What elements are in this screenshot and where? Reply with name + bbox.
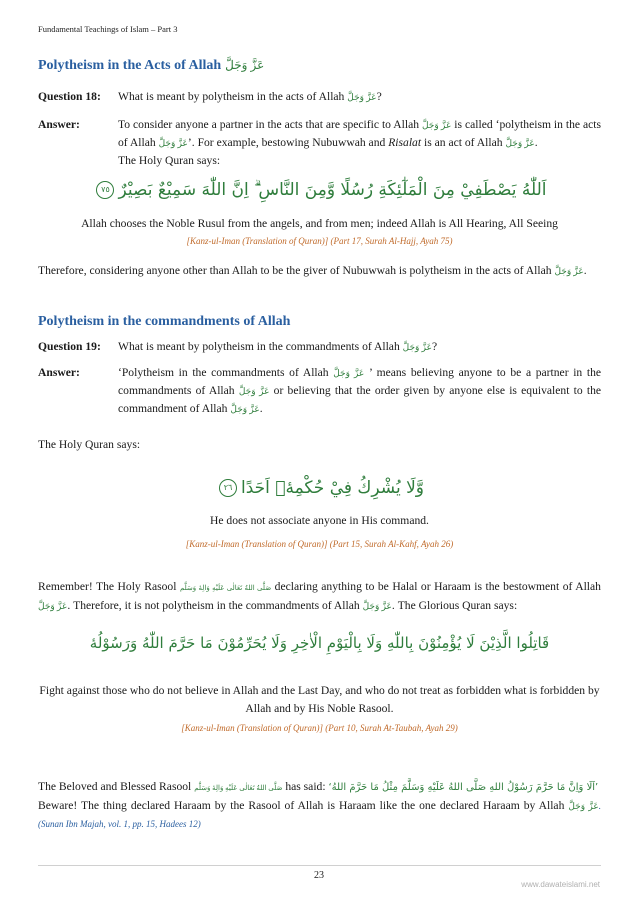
question-label: Question 18: — [38, 90, 101, 103]
salawat-glyph: صَلَّى اللهُ تَعَالٰى عَلَيْهِ وَالِهٔ وَسَلَّم — [179, 584, 272, 592]
azza-wajal-glyph: عَزَّ وَجَلَّ — [568, 801, 599, 811]
holy-quran-says: The Holy Quran says: — [38, 438, 141, 451]
question-label: Question 19: — [38, 340, 101, 353]
answer-end: . — [259, 402, 263, 415]
azza-wajal-glyph: عَزَّ وَجَلَّ — [158, 138, 188, 148]
holy-quran-says: The Holy Quran says: — [118, 154, 221, 167]
paragraph-text: Therefore, considering anyone other than Allah to be the giver of Nubuwwah is polytheism in the acts of Allah — [38, 264, 552, 277]
ayah-number-marker: ٧٥ — [96, 181, 114, 199]
hadith-arabic: ‘اَلَا وَاِنَّ مَا حَرَّمَ رَسُوْلُ اللهِ صَلَّى اللهُ عَلَيْهِ وَسَلَّمَ مِثْلُ مَا حَرَّمَ اللهُ’ — [328, 782, 599, 793]
page-number: 23 — [314, 870, 324, 881]
answer-18 — [38, 116, 601, 170]
risalat-term: Risalat — [388, 136, 422, 149]
answer-19 — [38, 364, 601, 418]
answer-text-2: ’ means believing anyone to be a partner in the commandments of Allah — [118, 366, 602, 397]
verse-arabic-text: وَّلَا يُشْرِكُ فِيْ حُكْمِهٖٔ اَحَدًا — [240, 478, 425, 498]
verse-translation: Allah chooses the Noble Rusul from the angels, and from men; indeed Allah is All Hearing, All Seeing — [81, 217, 558, 230]
footer-divider — [38, 865, 601, 866]
question-end: ? — [376, 90, 382, 103]
ayah-number-marker: ٢٦ — [219, 479, 237, 497]
verse-citation: [Kanz-ul-Iman (Translation of Quran)] (Part 10, Surah At-Taubah, Ayah 29) — [181, 723, 458, 733]
answer-label: Answer: — [38, 366, 80, 379]
azza-wajal-glyph: عَزَّ وَجَلَّ — [230, 404, 260, 414]
question-end: ? — [431, 340, 438, 353]
azza-wajal-glyph: عَزَّ وَجَلَّ — [238, 386, 270, 396]
azza-wajal-glyph: عَزَّ وَجَلَّ — [38, 601, 68, 611]
azza-wajal-glyph: عَزَّ وَجَلَّ — [333, 368, 365, 378]
verse-arabic-text: اَللّٰهُ يَصْطَفِيْ مِنَ الْمَلٰٓئِكَةِ رُسُلًا وَّمِنَ النَّاسِ ۗ اِنَّ اللّٰهَ سَمِيْعٌ بَصِيْرٌ — [118, 180, 547, 200]
answer-label: Answer: — [38, 118, 80, 131]
answer-text-1: ‘Polytheism in the commandments of Allah — [118, 366, 329, 379]
website-url: www.dawateislami.net — [521, 880, 600, 889]
answer-text-1: To consider anyone a partner in the acts that are specific to Allah — [118, 118, 420, 131]
verse-translation: Fight against those who do not believe in Allah and the Last Day, and who do not treat as forbidden what is forbidden by Allah and by His Noble Rasool. — [39, 684, 600, 715]
question-19 — [38, 338, 601, 356]
paragraph-nubuwwah — [38, 262, 601, 280]
quran-verse-kahf-26 — [38, 478, 601, 498]
section-title: Polytheism in the commandments of Allah — [38, 314, 291, 329]
verse-citation: [Kanz-ul-Iman (Translation of Quran)] (Part 15, Surah Al-Kahf, Ayah 26) — [185, 539, 454, 549]
quran-verse-hajj-75 — [38, 180, 601, 200]
hadith-citation: . (Sunan Ibn Majah, vol. 1, pp. 15, Hadees 12) — [38, 801, 601, 829]
paragraph-text-2: has said: — [285, 780, 326, 793]
paragraph-rasool-halal — [38, 578, 601, 615]
section-title: Polytheism in the Acts of Allah — [38, 58, 222, 73]
azza-wajal-glyph: عَزَّ وَجَلَّ — [421, 120, 452, 130]
question-18 — [38, 88, 601, 106]
answer-end: . — [534, 136, 538, 149]
azza-wajal-glyph: عَزَّ وَجَلَّ — [402, 342, 432, 352]
hadith-translation: Beware! The thing declared Haraam by the Rasool of Allah is Haraam like the one declared Haraam by Allah — [38, 799, 565, 812]
question-text: What is meant by polytheism in the acts of Allah — [118, 90, 345, 103]
quran-verse-taubah-29: قَاتِلُوا الَّذِيْنَ لَا يُؤْمِنُوْنَ بِاللّٰهِ وَلَا بِالْيَوْمِ الْاٰخِرِ وَلَا يُحَرِّمُوْنَ مَا حَرَّمَ اللّٰهُ وَرَسُوْلُهٔ — [89, 634, 550, 652]
verse-translation: He does not associate anyone in His command. — [210, 514, 429, 527]
azza-wajal-glyph: عَزَّ وَجَلَّ — [505, 138, 535, 148]
paragraph-text-1: Remember! The Holy Rasool — [38, 580, 177, 593]
question-text: What is meant by polytheism in the commandments of Allah — [118, 340, 400, 353]
azza-wajal-glyph: عَزَّ وَجَلَّ — [554, 266, 584, 276]
section-heading-acts — [38, 58, 264, 74]
paragraph-end: . — [583, 264, 587, 277]
paragraph-text-4: . The Glorious Quran says: — [391, 599, 518, 612]
paragraph-text-1: The Beloved and Blessed Rasool — [38, 780, 192, 793]
verse-citation: [Kanz-ul-Iman (Translation of Quran)] (Part 17, Surah Al-Hajj, Ayah 75) — [186, 236, 453, 246]
azza-wajal-glyph: عَزَّ وَجَلَّ — [347, 92, 377, 102]
azza-wajal-glyph: عَزَّ وَجَلَّ — [362, 601, 392, 611]
salawat-glyph: صَلَّى اللهُ تَعَالٰى عَلَيْهِ وَالِهٔ وَسَلَّم — [194, 784, 283, 792]
paragraph-hadith — [38, 778, 601, 833]
answer-text-3: ’. For example, bestowing Nubuwwah and — [187, 136, 386, 149]
answer-text-4: is an act of Allah — [423, 136, 503, 149]
paragraph-text-2: declaring anything to be Halal or Haraam is the bestowment of Allah — [274, 580, 601, 593]
section-heading-commandments — [38, 314, 290, 330]
azza-wajal-glyph: عَزَّ وَجَلَّ — [225, 58, 265, 72]
paragraph-text-3: . Therefore, it is not polytheism in the commandments of Allah — [67, 599, 360, 612]
running-header: Fundamental Teachings of Islam – Part 3 — [38, 24, 178, 34]
answer-text-2: is called ‘polytheism in the acts of Allah — [118, 118, 602, 149]
answer-text-3: or believing that the order given by anyone else is equivalent to the commandment of Allah — [118, 384, 602, 415]
